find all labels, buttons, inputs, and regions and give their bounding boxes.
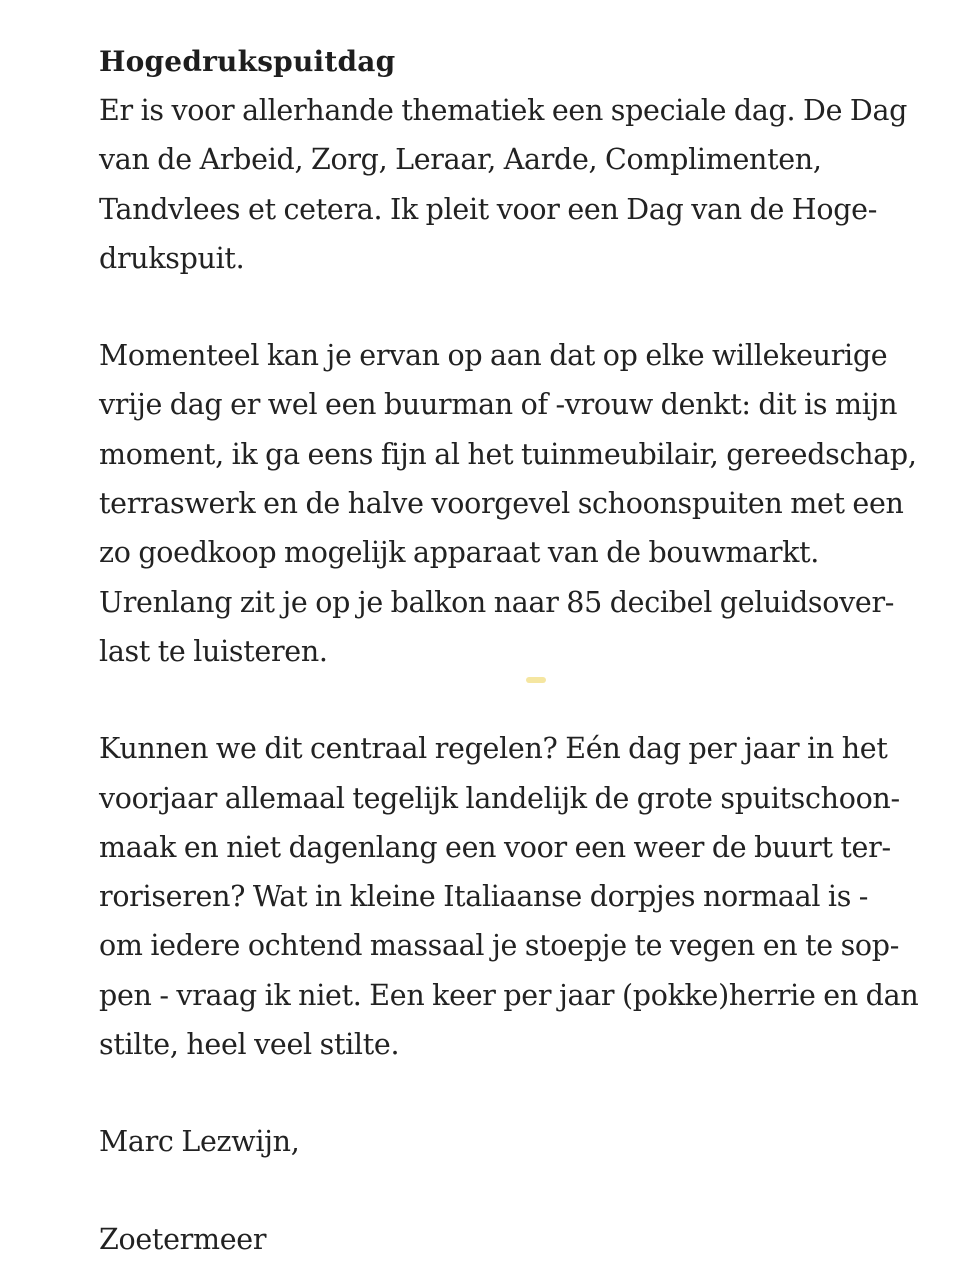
paragraph-line: maak en niet dagenlang een voor een weer de buurt ter- (99, 830, 891, 864)
paragraph-line: drukspuit. (99, 241, 245, 275)
paragraph-line: zo goedkoop mogelijk apparaat van de bouwmarkt. (99, 536, 820, 570)
article-title: Hogedrukspuitdag (99, 45, 396, 78)
paragraph-1 (99, 86, 919, 283)
paragraph-line: Er is voor allerhande thematiek een speciale dag. De Dag (99, 94, 908, 127)
signature-name: Marc Lezwijn, (99, 1125, 300, 1159)
paragraph-line: om iedere ochtend massaal je stoepje te vegen en te sop- (99, 929, 900, 963)
paragraph-line: Momenteel kan je ervan op aan dat op elke willekeurige (99, 339, 888, 373)
paragraph-spacer (99, 283, 919, 331)
paragraph-line: roriseren? Wat in kleine Italiaanse dorpjes normaal is - (99, 880, 869, 914)
paragraph-spacer (99, 1069, 919, 1117)
paragraph-line: Urenlang zit je op je balkon naar 85 decibel geluidsover- (99, 585, 895, 619)
paragraph-line: pen - vraag ik niet. Een keer per jaar (pokke)herrie en dan (99, 978, 919, 1012)
paragraph-line: terraswerk en de halve voorgevel schoonspuiten met een (99, 487, 904, 521)
article (99, 38, 919, 1264)
paragraph-3 (99, 724, 919, 1069)
paragraph-line: stilte, heel veel stilte. (99, 1028, 400, 1062)
paragraph-spacer (99, 1167, 919, 1215)
paragraph-line: Kunnen we dit centraal regelen? Eén dag per jaar in het (99, 732, 888, 766)
paragraph-line: voorjaar allemaal tegelijk landelijk de grote spuitschoon- (99, 781, 900, 815)
paragraph-line: moment, ik ga eens fijn al het tuinmeubilair, gereedschap, (99, 437, 917, 471)
paragraph-line: last te luisteren. (99, 634, 328, 668)
paragraph-spacer (99, 676, 919, 724)
paragraph-line: vrije dag er wel een buurman of -vrouw denkt: dit is mijn (99, 388, 898, 422)
paragraph-line: Tandvlees et cetera. Ik pleit voor een Dag van de Hoge- (99, 192, 878, 226)
signature-place: Zoetermeer (99, 1222, 267, 1256)
highlight-mark (526, 677, 546, 683)
paragraph-line: van de Arbeid, Zorg, Leraar, Aarde, Complimenten, (99, 143, 822, 177)
paragraph-2 (99, 331, 919, 676)
